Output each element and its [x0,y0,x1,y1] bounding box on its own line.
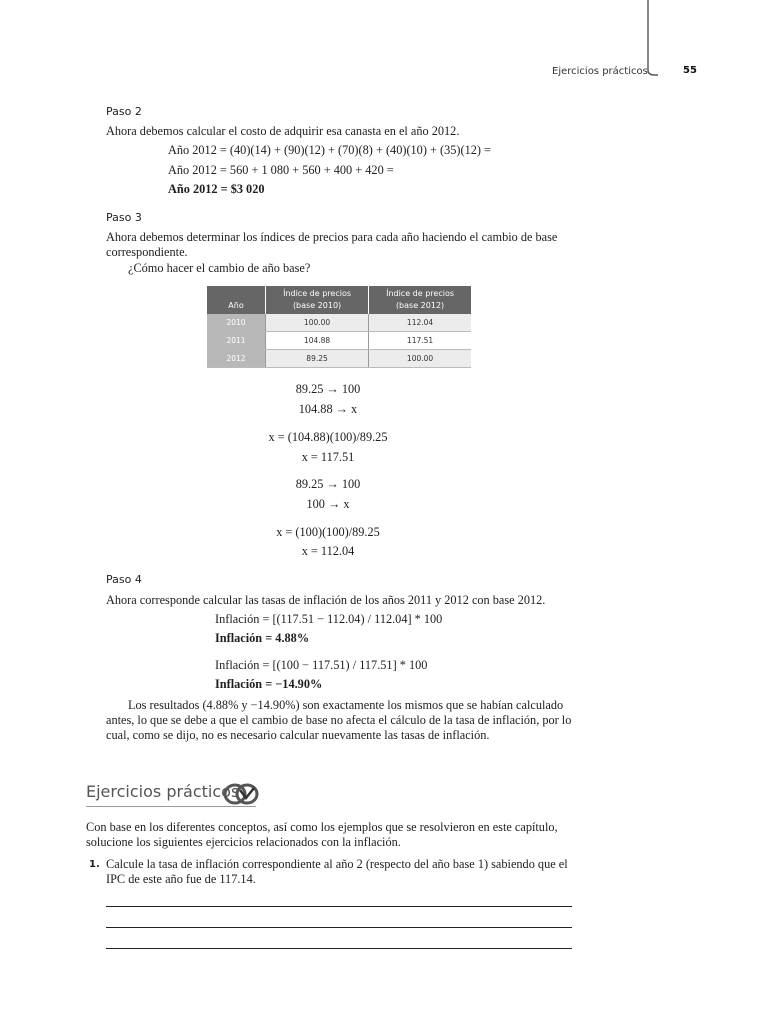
price-index-table [207,286,471,368]
inflation-formula-1: Inflación = [(117.51 − 112.04) / 112.04] * 100 [215,612,443,626]
exercise-1-text: Calcule la tasa de inflación correspondiente al año 2 (respecto del año base 1) sabiendo que el IPC de este año fue de 117.14. [106,857,568,886]
section-underline [86,806,256,807]
inflation-result-2: Inflación = −14.90% [215,677,323,691]
calc-b-line-4: x = 112.04 [301,544,355,558]
page-number: 55 [683,65,697,76]
table-row [207,350,471,368]
table-cell-base2012: 100.00 [369,350,471,368]
table-header-row [207,286,471,314]
calc-b-line-1: 89.25 → 100 [295,477,361,491]
paso-2-equation-result: Año 2012 = $3 020 [168,182,265,196]
inflation-formula-2: Inflación = [(100 − 117.51) / 117.51] * 100 [215,658,428,672]
exercise-1-number: 1. [89,859,100,870]
paso-2-equation-1: Año 2012 = (40)(14) + (90)(12) + (70)(8) + (40)(10) + (35)(12) = [168,143,491,157]
table-row [207,314,471,332]
paso-4-conclusion: Los resultados (4.88% y −14.90%) son exactamente los mismos que se habían calculado antes, lo que se debe a que el cambio de base no afecta el cálculo de la tasa de inflación, por lo cual, como se dijo, no es necesario calcular nuevamente las tasas de inflación. [106,698,572,742]
calc-a-line-4: x = 117.51 [301,450,355,464]
inflation-result-1: Inflación = 4.88% [215,631,310,645]
paso-3-question: ¿Cómo hacer el cambio de año base? [128,261,311,275]
paso-2-heading: Paso 2 [106,105,142,118]
table-header-year: Año [207,286,266,314]
section-title: Ejercicios prácticos [86,782,240,801]
table-cell-year: 2012 [207,350,266,368]
paso-2-intro: Ahora debemos calcular el costo de adquirir esa canasta en el año 2012. [106,124,460,138]
table-cell-base2010: 100.00 [266,314,369,332]
exercise-rings-icon [222,780,262,808]
paso-3-heading: Paso 3 [106,211,142,224]
header-bracket-decoration [646,0,658,76]
table-cell-base2010: 104.88 [266,332,369,350]
table-cell-year: 2010 [207,314,266,332]
exercises-intro: Con base en los diferentes conceptos, así como los ejemplos que se resolvieron en este capítulo, solucione los siguientes ejercicios relacionados con la inflación. [86,820,558,849]
table-cell-year: 2011 [207,332,266,350]
calc-b-line-3: x = (100)(100)/89.25 [276,525,380,539]
answer-line-1[interactable] [106,906,572,907]
answer-line-2[interactable] [106,927,572,928]
calc-a-line-1: 89.25 → 100 [295,382,361,396]
paso-3-intro: Ahora debemos determinar los índices de precios para cada año haciendo el cambio de base correspondiente. [106,230,558,259]
table-cell-base2010: 89.25 [266,350,369,368]
paso-4-intro: Ahora corresponde calcular las tasas de inflación de los años 2011 y 2012 con base 2012. [106,593,546,607]
running-header-title: Ejercicios prácticos [552,66,648,77]
table-cell-base2012: 117.51 [369,332,471,350]
calc-a-line-2: 104.88 → x [298,402,358,416]
table-header-base2010: Índice de precios (base 2010) [266,286,369,314]
paso-4-heading: Paso 4 [106,573,142,586]
table-header-base2012: Índice de precios (base 2012) [369,286,471,314]
calc-a-line-3: x = (104.88)(100)/89.25 [268,430,388,444]
table-cell-base2012: 112.04 [369,314,471,332]
answer-line-3[interactable] [106,948,572,949]
paso-2-equation-2: Año 2012 = 560 + 1 080 + 560 + 400 + 420 = [168,163,394,177]
table-row [207,332,471,350]
calc-b-line-2: 100 → x [306,497,350,511]
